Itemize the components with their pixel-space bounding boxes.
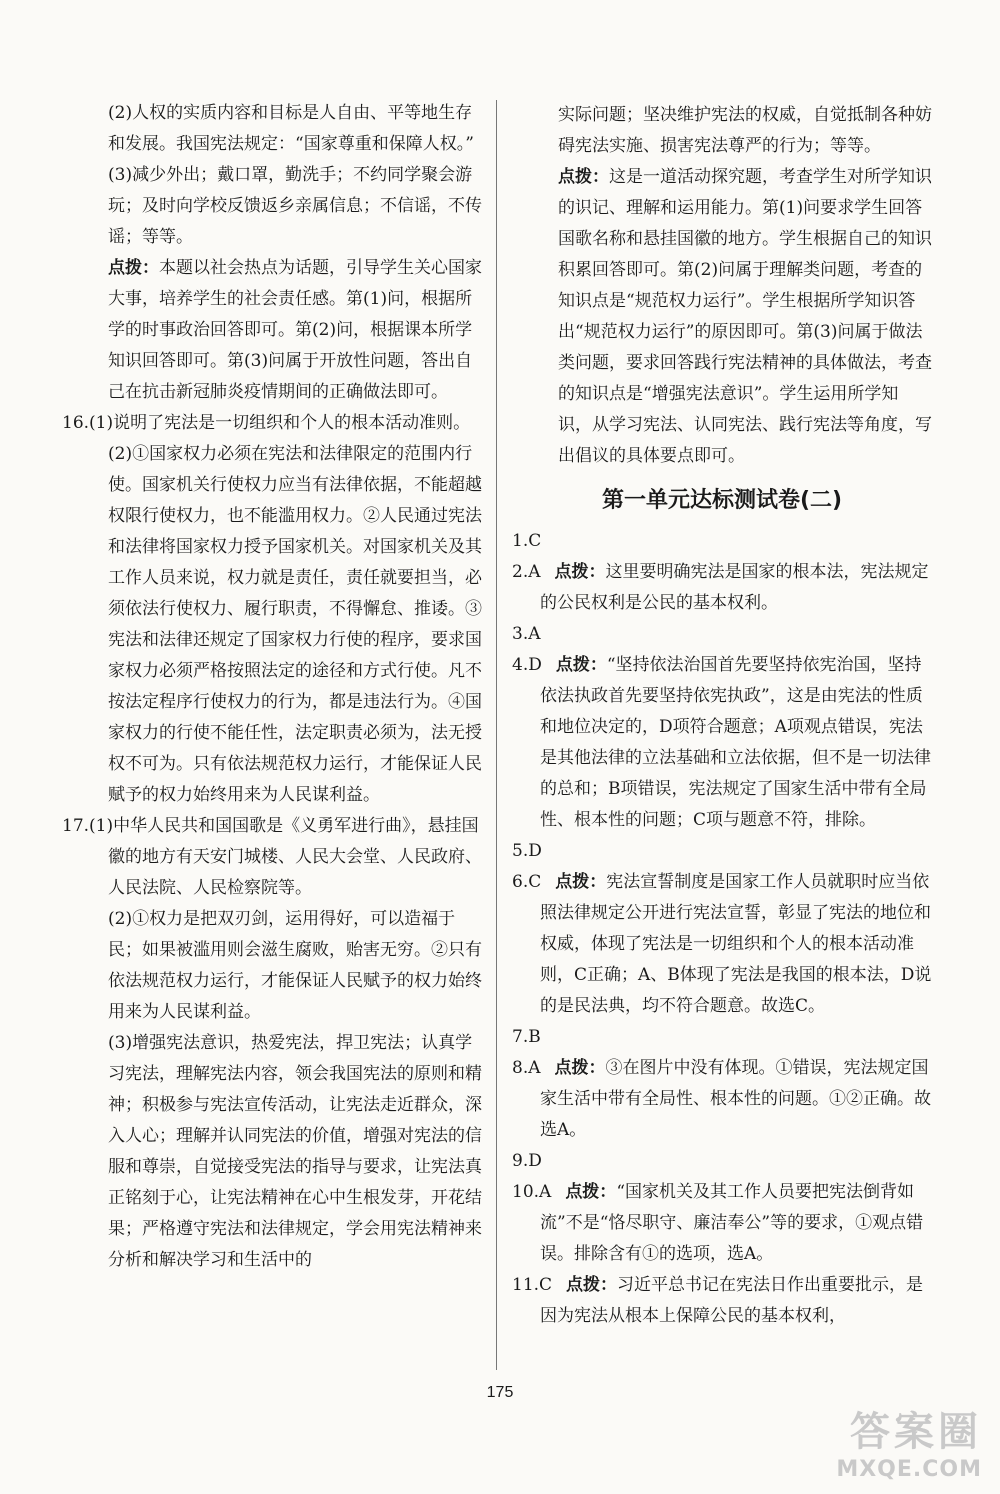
hint-label: 点拨： bbox=[566, 1275, 618, 1295]
answer-choice: 6.C bbox=[512, 872, 542, 892]
answer-paragraph bbox=[62, 904, 482, 1028]
hint-label: 点拨： bbox=[554, 1058, 606, 1078]
answer-choice: 4.D bbox=[512, 655, 542, 675]
paragraph-text: 1.C bbox=[512, 531, 542, 551]
hint-label: 点拨： bbox=[558, 167, 609, 187]
paragraph-text: 这里要明确宪法是国家的根本法，宪法规定的公民权利是公民的基本权利。 bbox=[540, 562, 929, 613]
watermark-logo: 答案圈 bbox=[850, 1409, 982, 1455]
paragraph-text: (2)①权力是把双刃剑，运用得好，可以造福于民；如果被滥用则会滋生腐败，贻害无穷。②只有依法规范权力运行，才能保证人民赋予的权力始终用来为人民谋利益。 bbox=[108, 909, 482, 1022]
answer-paragraph bbox=[512, 162, 932, 472]
paragraph-text: 9.D bbox=[512, 1151, 542, 1171]
answer-item bbox=[512, 1022, 932, 1053]
paragraph-text: (3)减少外出；戴口罩，勤洗手；不约同学聚会游玩；及时向学校反馈返乡亲属信息；不信谣，不传谣；等等。 bbox=[108, 165, 482, 247]
hint-label: 点拨： bbox=[565, 1182, 617, 1202]
answer-item bbox=[512, 1177, 932, 1270]
paragraph-text: (2)人权的实质内容和目标是人自由、平等地生存和发展。我国宪法规定：“国家尊重和保障人权。” bbox=[108, 103, 474, 154]
hint-label: 点拨： bbox=[555, 872, 607, 892]
paragraph-text: (2)①国家权力必须在宪法和法律限定的范围内行使。国家机关行使权力应当有法律依据，不能超越权限行使权力，也不能滥用权力。②人民通过宪法和法律将国家权力授予国家机关。对国家机关及其工作人员来说，权力就是责任，责任就要担当，必须依法行使权力、履行职责，不得懈怠、推诿。③宪法和法律还规定了国家权力行使的程序，要求国家权力必须严格按照法定的途径和方式行使。凡不按法定程序行使权力的行为，都是违法行为。④国家权力的行使不能任性，法定职责必须为，法无授权不可为。只有依法规范权力运行，才能保证人民赋予的权力始终用来为人民谋利益。 bbox=[108, 444, 482, 805]
hint-label: 点拨： bbox=[108, 258, 159, 278]
answer-list bbox=[512, 526, 932, 1332]
answer-choice: 10.A bbox=[512, 1182, 552, 1202]
paragraph-text: 5.D bbox=[512, 841, 542, 861]
answer-item bbox=[512, 619, 932, 650]
paragraph-text: 本题以社会热点为话题，引导学生关心国家大事，培养学生的社会责任感。第(1)问，根据所学的时事政治回答即可。第(2)问，根据课本所学知识回答即可。第(3)问属于开放性问题，答出自己在抗击新冠肺炎疫情期间的正确做法即可。 bbox=[108, 258, 482, 402]
paragraph-text: 实际问题；坚决维护宪法的权威，自觉抵制各种妨碍宪法实施、损害宪法尊严的行为；等等。 bbox=[558, 105, 932, 156]
paragraph-text: (3)增强宪法意识，热爱宪法，捍卫宪法；认真学习宪法，理解宪法内容，领会我国宪法的原则和精神；积极参与宪法宣传活动，让宪法走近群众，深入人心；理解并认同宪法的价值，增强对宪法的信服和尊崇，自觉接受宪法的指导与要求，让宪法真正铭刻于心，让宪法精神在心中生根发芽，开花结果；严格遵守宪法和法律规定，学会用宪法精神来分析和解决学习和生活中的 bbox=[108, 1033, 482, 1270]
answer-item bbox=[512, 1053, 932, 1146]
hint-label: 点拨： bbox=[554, 562, 606, 582]
answer-item bbox=[512, 836, 932, 867]
answer-item bbox=[512, 557, 932, 619]
answer-paragraph bbox=[62, 160, 482, 253]
paragraph-text: 17.(1)中华人民共和国国歌是《义勇军进行曲》，悬挂国徽的地方有天安门城楼、人民大会堂、人民政府、人民法院、人民检察院等。 bbox=[62, 816, 482, 898]
answer-paragraph bbox=[62, 408, 482, 439]
section-heading: 第一单元达标测试卷(二) bbox=[601, 488, 843, 513]
answer-choice: 2.A bbox=[512, 562, 541, 582]
answer-item bbox=[512, 1270, 932, 1332]
paragraph-text: 习近平总书记在宪法日作出重要批示，是因为宪法从根本上保障公民的基本权利， bbox=[540, 1275, 924, 1326]
right-top-section bbox=[512, 100, 932, 472]
answer-paragraph bbox=[62, 439, 482, 811]
paragraph-text: 16.(1)说明了宪法是一切组织和个人的根本活动准则。 bbox=[62, 413, 471, 433]
answer-paragraph bbox=[62, 1028, 482, 1276]
watermark bbox=[782, 1400, 982, 1490]
paragraph-text: ③在图片中没有体现。①错误，宪法规定国家生活中带有全局性、根本性的问题。①②正确。故选A。 bbox=[540, 1058, 931, 1140]
answer-paragraph bbox=[512, 100, 932, 162]
right-column bbox=[512, 100, 932, 1332]
paragraph-text: “国家机关及其工作人员要把宪法倒背如流”不是“恪尽职守、廉洁奉公”等的要求，①观点错误。排除含有①的选项，选A。 bbox=[540, 1182, 924, 1264]
paragraph-text: 7.B bbox=[512, 1027, 541, 1047]
left-column bbox=[62, 98, 482, 1276]
answer-item bbox=[512, 867, 932, 1022]
paragraph-text: 3.A bbox=[512, 624, 541, 644]
answer-paragraph bbox=[62, 811, 482, 904]
answer-choice: 8.A bbox=[512, 1058, 541, 1078]
answer-item bbox=[512, 1146, 932, 1177]
answer-paragraph bbox=[62, 98, 482, 160]
paragraph-text: 宪法宣誓制度是国家工作人员就职时应当依照法律规定公开进行宪法宣誓，彰显了宪法的地位和权威，体现了宪法是一切组织和个人的根本活动准则，C正确；A、B体现了宪法是我国的根本法，D说的是民法典，均不符合题意。故选C。 bbox=[540, 872, 932, 1016]
answer-item bbox=[512, 526, 932, 557]
paragraph-text: 这是一道活动探究题，考查学生对所学知识的识记、理解和运用能力。第(1)问要求学生回答国歌名称和悬挂国徽的地方。学生根据自己的知识积累回答即可。第(2)问属于理解类问题，考查的知识点是“规范权力运行”。学生根据所学知识答出“规范权力运行”的原因即可。第(3)问属于做法类问题，要求回答践行宪法精神的具体做法，考查的知识点是“增强宪法意识”。学生运用所学知识，从学习宪法、认同宪法、践行宪法等角度，写出倡议的具体要点即可。 bbox=[558, 167, 932, 466]
answer-choice: 11.C bbox=[512, 1275, 553, 1295]
answer-item bbox=[512, 650, 932, 836]
watermark-url: MXQE.COM bbox=[836, 1457, 982, 1482]
hint-label: 点拨： bbox=[555, 655, 607, 675]
answer-paragraph bbox=[62, 253, 482, 408]
paragraph-text: “坚持依法治国首先要坚持依宪治国，坚持依法执政首先要坚持依宪执政”，这是由宪法的性质和地位决定的，D项符合题意；A项观点错误，宪法是其他法律的立法基础和立法依据，但不是一切法律的总和；B项错误，宪法规定了国家生活中带有全局性、根本性的问题；C项与题意不符，排除。 bbox=[540, 655, 931, 830]
column-divider bbox=[496, 100, 497, 1370]
page-number: 175 bbox=[486, 1384, 514, 1401]
